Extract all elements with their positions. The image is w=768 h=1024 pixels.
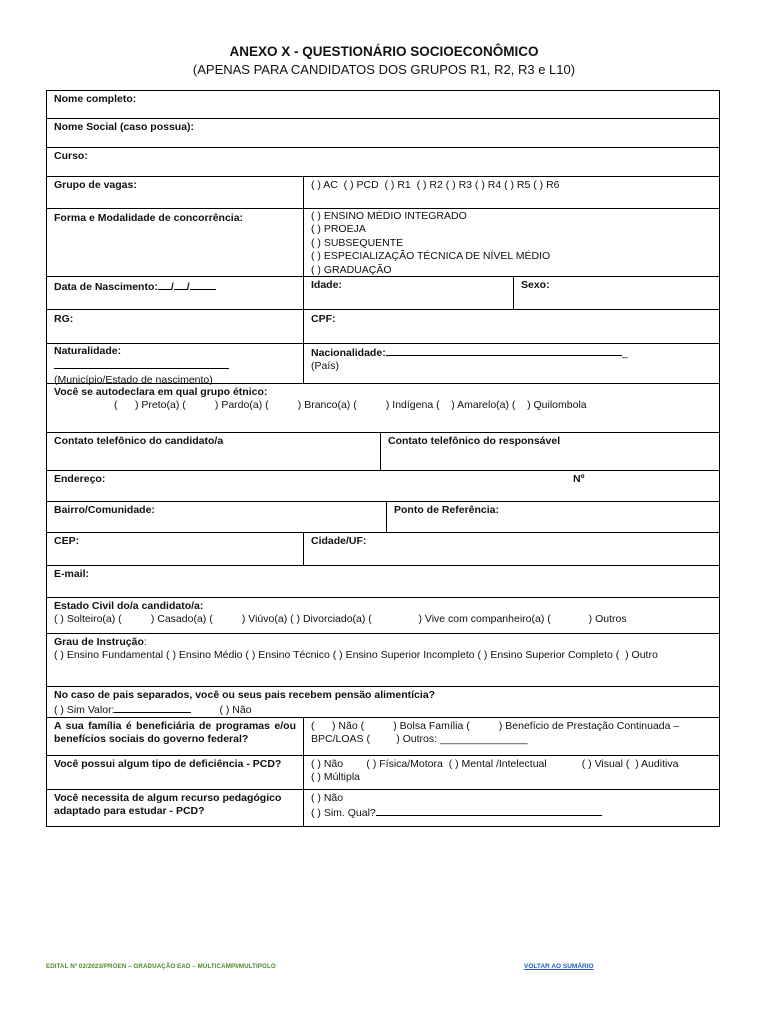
row-grupo-etnico (46, 384, 720, 433)
option-especializacao-tecnica[interactable]: ( ) ESPECIALIZAÇÃO TÉCNICA DE NÍVEL MÉDIO (311, 250, 551, 263)
endereco-label: Endereço: (54, 473, 106, 485)
naturalidade-hint: (Município/Estado de nascimento) (54, 373, 213, 386)
naturalidade-line (54, 358, 229, 369)
deficiencia-options (303, 756, 719, 789)
data-nascimento-field[interactable] (47, 277, 303, 309)
recurso-nao-option[interactable]: ( ) Não (311, 792, 344, 804)
date-sep-1: / (170, 281, 174, 293)
endereco-field[interactable] (47, 471, 719, 501)
recurso-qual-line (376, 805, 602, 816)
row-rg-cpf (46, 310, 720, 344)
beneficios-label: A sua família é beneficiária de programas e/ou benefícios sociais do governo federal? (54, 720, 296, 746)
voltar-sumario-link[interactable]: VOLTAR AO SUMÁRIO (524, 963, 594, 970)
row-grau-instrucao (46, 634, 720, 687)
grupo-vagas-label: Grupo de vagas: (54, 179, 137, 191)
row-grupo-vagas (46, 177, 720, 209)
recurso-options (303, 790, 719, 826)
beneficios-line-1[interactable]: ( ) Não ( ) Bolsa Família ( ) Benefício de Prestação Continuada – (311, 720, 680, 732)
date-sep-2: / (186, 281, 190, 293)
pensao-field (47, 687, 719, 717)
month-line (174, 279, 187, 290)
estado-civil-options[interactable]: ( ) Solteiro(a) ( ) Casado(a) ( ) Viúvo(a) ( ) Divorciado(a) ( ) Vive com companheiro(a) ( ) Outros (54, 613, 627, 626)
grupo-etnico-options[interactable]: ( ) Preto(a) ( ) Pardo(a) ( ) Branco(a) ( ) Indígena ( ) Amarelo(a) ( ) Quilombola (114, 399, 587, 412)
cpf-field[interactable]: CPF: (303, 310, 719, 343)
naturalidade-label: Naturalidade: (54, 345, 122, 357)
nacionalidade-hint: (País) (311, 360, 340, 373)
year-line (190, 279, 216, 290)
pensao-valor-line (114, 702, 191, 713)
row-endereco (46, 471, 720, 502)
nome-completo-field[interactable]: Nome completo: (54, 93, 137, 105)
option-ensino-medio-integrado[interactable]: ( ) ENSINO MÉDIO INTEGRADO (311, 210, 467, 222)
data-nascimento-label: Data de Nascimento: (54, 281, 158, 293)
pensao-sim-option[interactable]: ( ) Sim Valor: (54, 704, 115, 717)
row-naturalidade-nacionalidade (46, 344, 720, 384)
numero-label: Nº (573, 473, 585, 485)
row-curso (46, 148, 720, 177)
edital-footer: EDITAL Nº 02/2023/PROEN – GRADUAÇÃO EAD – MULTICAMPI/MULTIPOLO (46, 963, 276, 970)
option-graduacao[interactable]: ( ) GRADUAÇÃO (311, 263, 392, 276)
pensao-nao-option[interactable]: ( ) Não (219, 704, 252, 717)
row-estado-civil (46, 598, 720, 634)
beneficios-line-2[interactable]: BPC/LOAS ( ) Outros: (311, 733, 440, 746)
row-nascimento-idade-sexo (46, 277, 720, 310)
row-deficiencia (46, 756, 720, 790)
nacionalidade-label: Nacionalidade: (311, 347, 386, 359)
option-proeja[interactable]: ( ) PROEJA (311, 223, 366, 236)
beneficios-options (303, 718, 719, 755)
row-nome-completo (46, 90, 720, 119)
naturalidade-field[interactable] (47, 344, 303, 386)
forma-modalidade-options (303, 209, 719, 276)
grupo-etnico-label: Você se autodeclara em qual grupo étnico: (54, 386, 268, 398)
row-bairro-referencia (46, 502, 720, 533)
cep-field[interactable]: CEP: (54, 535, 80, 547)
pensao-label: No caso de pais separados, você ou seus pais recebem pensão alimentícia? (54, 689, 436, 701)
ponto-referencia-field[interactable]: Ponto de Referência: (386, 502, 719, 532)
row-email (46, 566, 720, 598)
contato-responsavel-field[interactable]: Contato telefônico do responsável (380, 433, 719, 470)
grupo-vagas-options[interactable]: ( ) AC ( ) PCD ( ) R1 ( ) R2 ( ) R3 ( ) R4 ( ) R5 ( ) R6 (303, 177, 719, 208)
recurso-label: Você necessita de algum recurso pedagógico adaptado para estudar - PCD? (54, 792, 282, 818)
curso-field[interactable]: Curso: (54, 150, 88, 162)
row-forma-modalidade (46, 209, 720, 277)
deficiencia-line-2[interactable]: ( ) Múltipla (311, 771, 361, 784)
nacionalidade-field[interactable] (303, 344, 719, 383)
nome-social-field[interactable]: Nome Social (caso possua): (54, 121, 195, 133)
recurso-sim-option[interactable]: ( ) Sim. Qual? (311, 807, 376, 820)
grupo-etnico-field (47, 384, 719, 432)
row-contatos (46, 433, 720, 471)
rg-field[interactable]: RG: (54, 313, 74, 325)
questionnaire-table (46, 90, 720, 827)
row-nome-social (46, 119, 720, 148)
estado-civil-label: Estado Civil do/a candidato/a: (54, 600, 204, 612)
grau-instrucao-field (47, 634, 719, 686)
forma-modalidade-label: Forma e Modalidade de concorrência: (54, 212, 244, 224)
row-pensao (46, 687, 720, 718)
idade-field[interactable]: Idade: (303, 277, 513, 309)
row-recurso (46, 790, 720, 827)
row-beneficios (46, 718, 720, 756)
day-line (158, 279, 171, 290)
grau-instrucao-options[interactable]: ( ) Ensino Fundamental ( ) Ensino Médio ( ) Ensino Técnico ( ) Ensino Superior Incompleto ( ) Ensino Superior Completo ( ) Outro (54, 649, 658, 662)
row-cep-cidade (46, 533, 720, 566)
grau-instrucao-colon: : (143, 636, 147, 648)
nacionalidade-line (386, 345, 622, 356)
option-subsequente[interactable]: ( ) SUBSEQUENTE (311, 236, 404, 249)
grau-instrucao-label: Grau de Instrução (54, 636, 144, 648)
bairro-field[interactable]: Bairro/Comunidade: (54, 504, 155, 516)
page-subtitle: (APENAS PARA CANDIDATOS DOS GRUPOS R1, R2, R3 e L10) (192, 62, 576, 77)
cidade-uf-field[interactable]: Cidade/UF: (303, 533, 719, 565)
email-field[interactable]: E-mail: (54, 568, 90, 580)
sexo-field[interactable]: Sexo: (513, 277, 719, 309)
deficiencia-line-1[interactable]: ( ) Não ( ) Física/Motora ( ) Mental /Intelectual ( ) Visual ( ) Auditiva (311, 758, 679, 770)
beneficios-outros-line: _______________ (439, 733, 528, 746)
nacionalidade-trail: _ (621, 347, 628, 359)
estado-civil-field (47, 598, 719, 633)
deficiencia-label: Você possui algum tipo de deficiência - PCD? (54, 758, 282, 770)
contato-candidato-field[interactable]: Contato telefônico do candidato/a (54, 435, 224, 447)
page-title: ANEXO X - QUESTIONÁRIO SOCIOECONÔMICO (229, 44, 539, 59)
